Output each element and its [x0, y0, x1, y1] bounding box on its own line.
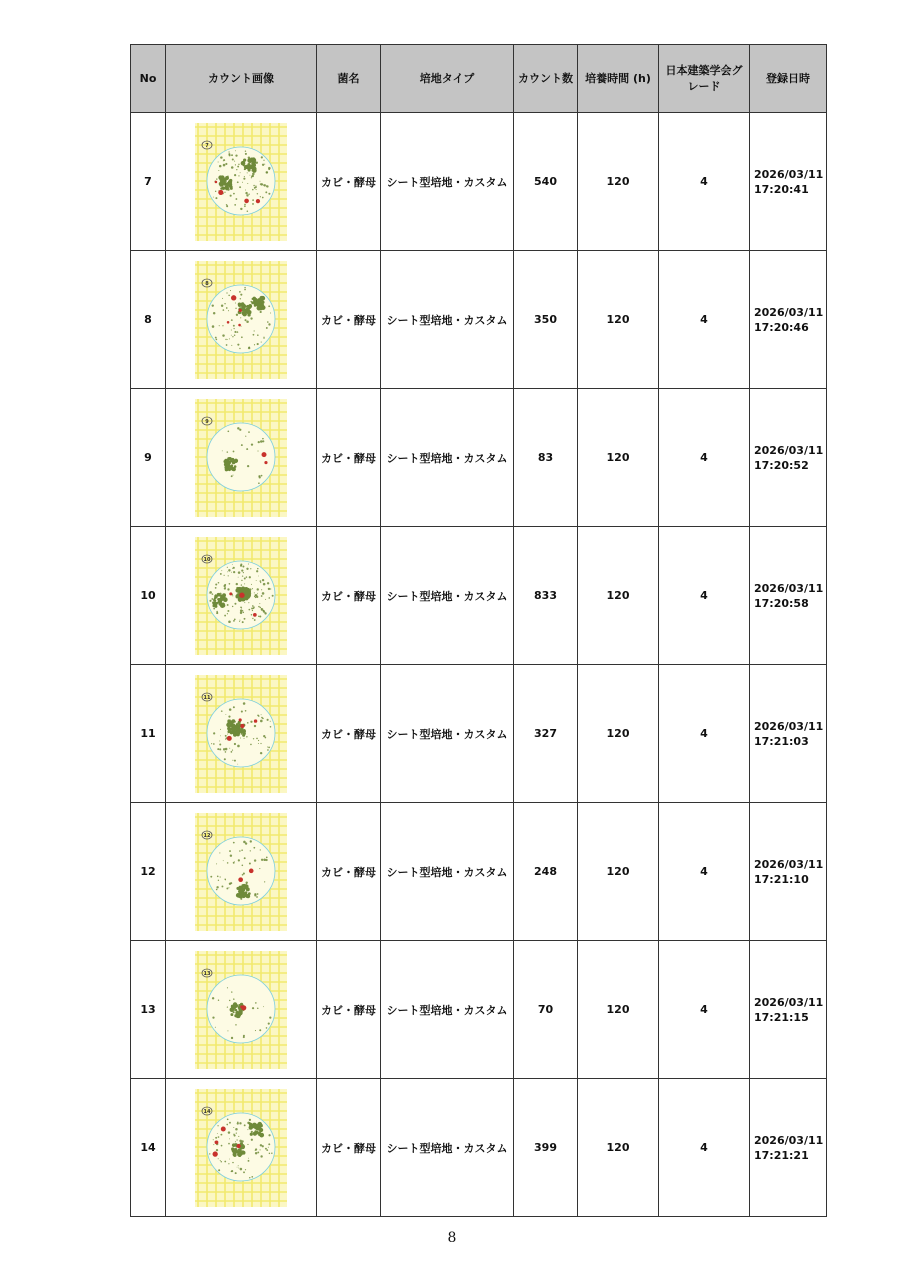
registered-at	[750, 251, 827, 389]
aij-grade: 4	[659, 527, 750, 665]
count-image-cell	[166, 527, 317, 665]
species-name: カビ・酵母	[317, 389, 381, 527]
registered-at	[750, 113, 827, 251]
species-name: カビ・酵母	[317, 665, 381, 803]
header-row	[131, 45, 827, 113]
registered-time: 17:21:03	[754, 734, 809, 748]
medium-type: シート型培地・カスタム	[381, 803, 514, 941]
row-number: 7	[131, 113, 166, 251]
registered-date: 2026/03/11	[754, 305, 824, 319]
culture-hours: 120	[578, 941, 659, 1079]
registered-time: 17:20:52	[754, 458, 809, 472]
row-number: 10	[131, 527, 166, 665]
table-row	[131, 113, 827, 251]
row-number: 11	[131, 665, 166, 803]
species-name: カビ・酵母	[317, 527, 381, 665]
registered-time: 17:21:21	[754, 1148, 809, 1162]
plate-label: 7	[205, 142, 209, 149]
plate-circle	[207, 147, 275, 215]
culture-hours: 120	[578, 527, 659, 665]
plate-label: 11	[203, 694, 211, 701]
table-body	[131, 113, 827, 1217]
plate-circle	[207, 423, 275, 491]
colony-count: 70	[514, 941, 578, 1079]
count-image-thumbnail	[195, 399, 287, 517]
registered-time: 17:21:10	[754, 872, 809, 886]
colony-count: 83	[514, 389, 578, 527]
table-row	[131, 941, 827, 1079]
count-image-cell	[166, 389, 317, 527]
row-number: 9	[131, 389, 166, 527]
aij-grade: 4	[659, 1079, 750, 1217]
species-name: カビ・酵母	[317, 803, 381, 941]
registered-time: 17:20:58	[754, 596, 809, 610]
count-image-thumbnail	[195, 261, 287, 379]
medium-type: シート型培地・カスタム	[381, 1079, 514, 1217]
plate-label: 9	[205, 418, 209, 425]
species-name: カビ・酵母	[317, 251, 381, 389]
header-species: 菌名	[317, 45, 381, 113]
culture-hours: 120	[578, 113, 659, 251]
registered-date: 2026/03/11	[754, 719, 824, 733]
registered-at	[750, 389, 827, 527]
header-registered-at: 登録日時	[750, 45, 827, 113]
medium-type: シート型培地・カスタム	[381, 389, 514, 527]
header-count: カウント数	[514, 45, 578, 113]
colony-count: 350	[514, 251, 578, 389]
aij-grade: 4	[659, 803, 750, 941]
culture-hours: 120	[578, 389, 659, 527]
culture-hours: 120	[578, 251, 659, 389]
row-number: 12	[131, 803, 166, 941]
table-row	[131, 527, 827, 665]
count-image-thumbnail	[195, 123, 287, 241]
medium-type: シート型培地・カスタム	[381, 251, 514, 389]
page-number: 8	[447, 1230, 457, 1246]
count-image-thumbnail	[195, 1089, 287, 1207]
medium-type: シート型培地・カスタム	[381, 941, 514, 1079]
registered-date: 2026/03/11	[754, 1133, 824, 1147]
count-image-thumbnail	[195, 813, 287, 931]
colony-count: 540	[514, 113, 578, 251]
culture-hours: 120	[578, 665, 659, 803]
species-name: カビ・酵母	[317, 113, 381, 251]
medium-type: シート型培地・カスタム	[381, 527, 514, 665]
colony-count: 399	[514, 1079, 578, 1217]
header-aij-grade: 日本建築学会グレード	[659, 45, 750, 113]
row-number: 14	[131, 1079, 166, 1217]
table-row	[131, 389, 827, 527]
registered-time: 17:20:46	[754, 320, 809, 334]
medium-type: シート型培地・カスタム	[381, 665, 514, 803]
header-culture-hours: 培養時間 (h)	[578, 45, 659, 113]
count-image-cell	[166, 113, 317, 251]
registered-date: 2026/03/11	[754, 857, 824, 871]
registered-at	[750, 803, 827, 941]
count-image-thumbnail	[195, 675, 287, 793]
aij-grade: 4	[659, 251, 750, 389]
species-name: カビ・酵母	[317, 1079, 381, 1217]
registered-time: 17:21:15	[754, 1010, 809, 1024]
count-image-cell	[166, 1079, 317, 1217]
count-image-cell	[166, 665, 317, 803]
header-medium-type: 培地タイプ	[381, 45, 514, 113]
registered-at	[750, 527, 827, 665]
aij-grade: 4	[659, 113, 750, 251]
plate-label: 10	[203, 556, 211, 563]
count-image-cell	[166, 941, 317, 1079]
registered-at	[750, 665, 827, 803]
count-image-cell	[166, 803, 317, 941]
aij-grade: 4	[659, 941, 750, 1079]
aij-grade: 4	[659, 389, 750, 527]
registered-date: 2026/03/11	[754, 581, 824, 595]
aij-grade: 4	[659, 665, 750, 803]
registered-at	[750, 1079, 827, 1217]
culture-hours: 120	[578, 1079, 659, 1217]
plate-label: 12	[203, 832, 211, 839]
registered-date: 2026/03/11	[754, 167, 824, 181]
colony-count: 327	[514, 665, 578, 803]
count-report-table	[130, 44, 827, 1217]
row-number: 8	[131, 251, 166, 389]
medium-type: シート型培地・カスタム	[381, 113, 514, 251]
table-row	[131, 251, 827, 389]
table-row	[131, 1079, 827, 1217]
plate-label: 14	[203, 1108, 211, 1115]
table-row	[131, 665, 827, 803]
registered-time: 17:20:41	[754, 182, 809, 196]
registered-at	[750, 941, 827, 1079]
count-image-thumbnail	[195, 951, 287, 1069]
plate-label: 8	[205, 280, 209, 287]
culture-hours: 120	[578, 803, 659, 941]
colony-count: 833	[514, 527, 578, 665]
header-count-image: カウント画像	[166, 45, 317, 113]
row-number: 13	[131, 941, 166, 1079]
count-image-cell	[166, 251, 317, 389]
registered-date: 2026/03/11	[754, 443, 824, 457]
colony-count: 248	[514, 803, 578, 941]
header-no: No	[131, 45, 166, 113]
registered-date: 2026/03/11	[754, 995, 824, 1009]
count-image-thumbnail	[195, 537, 287, 655]
table-row	[131, 803, 827, 941]
plate-label: 13	[203, 970, 211, 977]
species-name: カビ・酵母	[317, 941, 381, 1079]
